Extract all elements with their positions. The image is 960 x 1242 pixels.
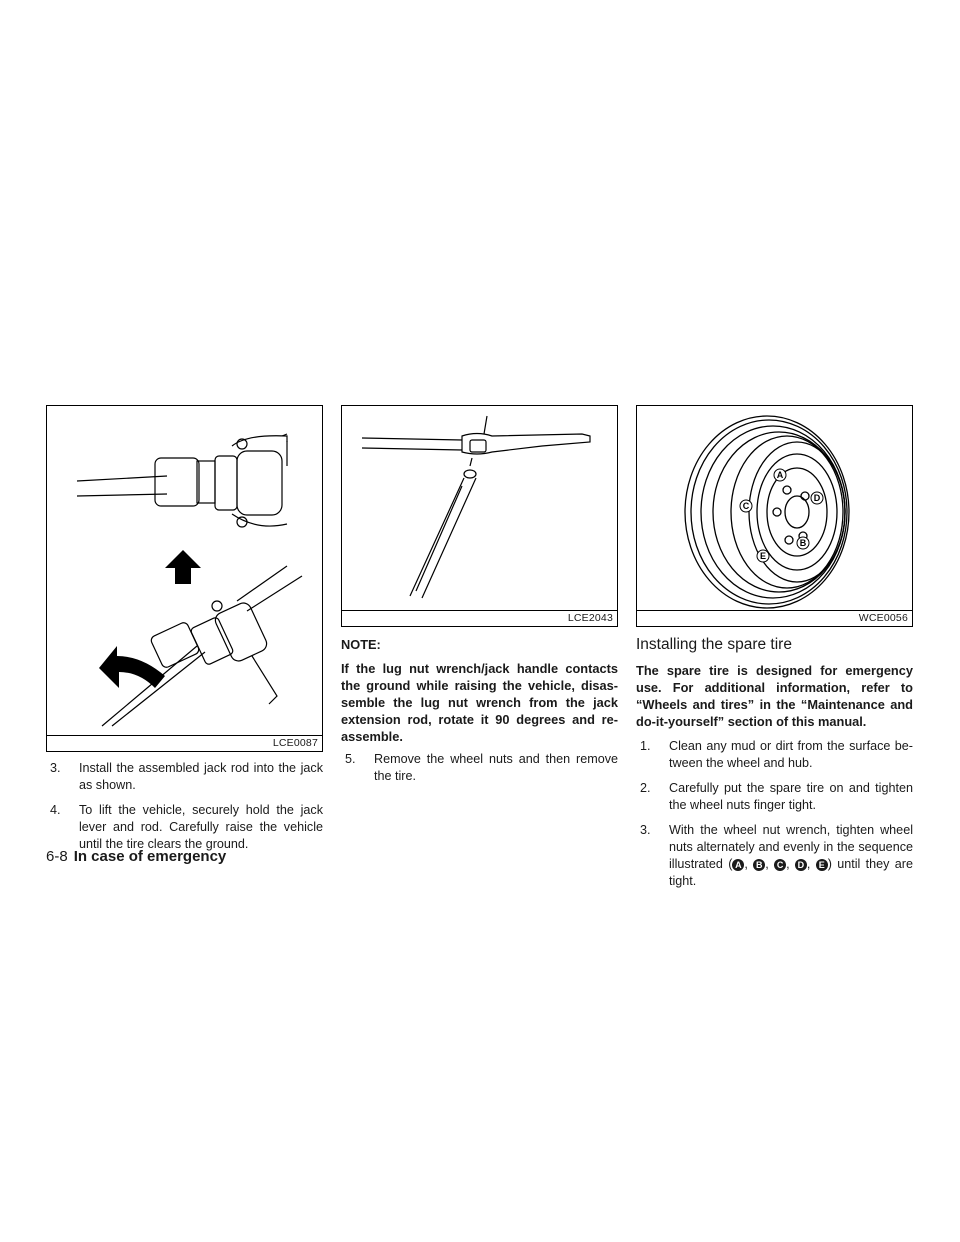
nut-label-e: E <box>759 551 767 561</box>
sequence-marker-c: C <box>774 859 786 871</box>
spare-tire-drawing <box>637 406 912 626</box>
note-label: NOTE: <box>341 637 381 652</box>
step-text-before: With the wheel nut wrench, tighten wheel nuts alternately and evenly in the sequence illustrated ( <box>669 823 913 871</box>
page-footer <box>46 848 226 865</box>
lug-wrench-drawing <box>342 406 617 626</box>
nut-label-b: B <box>799 538 807 548</box>
step-1 <box>636 738 913 772</box>
nut-label-c: C <box>742 501 750 511</box>
step-text: Install the assembled jack rod into the jack as shown. <box>79 761 323 792</box>
step-text: Clean any mud or dirt from the surface be-tween the wheel and hub. <box>669 739 913 770</box>
step-5 <box>341 751 618 785</box>
figure-code: LCE0087 <box>47 735 322 751</box>
step-text: Carefully put the spare tire on and tighten the wheel nuts finger tight. <box>669 781 913 812</box>
step-text: Remove the wheel nuts and then remove the tire. <box>374 752 618 783</box>
step-3: 3. With the wheel nut wrench, tighten wheel nuts alternately and evenly in the sequence illustrated ( A , B , C , D , E ) until they are tight. <box>640 823 914 888</box>
figure-code: LCE2043 <box>342 610 617 626</box>
step-number: 3. <box>640 823 651 837</box>
jack-rod-illustration <box>46 405 323 752</box>
lug-wrench-illustration <box>341 405 618 627</box>
column-1 <box>46 405 323 861</box>
section-name: In case of emergency <box>73 848 227 865</box>
intro-text: The spare tire is designed for emergency use. For additional information, refer to “Wheels and tires” in the “Maintenance and do-it-yourself” section of this manual. <box>636 663 913 729</box>
step-text: To lift the vehicle, securely hold the jack lever and rod. Carefully raise the vehicle until the tire clears the ground. <box>79 803 323 851</box>
sequence-marker-a: A <box>732 859 744 871</box>
section-title: Installing the spare tire <box>636 636 792 653</box>
nut-label-a: A <box>776 470 784 480</box>
sequence-marker-d: D <box>795 859 807 871</box>
step-number: 4. <box>50 803 61 817</box>
step-number: 2. <box>640 781 651 795</box>
step-text-after: ) until they are tight. <box>669 857 914 888</box>
column-2 <box>341 405 618 793</box>
sequence-marker-b: B <box>753 859 765 871</box>
step-number: 1. <box>640 739 651 753</box>
rotate-arrow-icon <box>99 646 165 688</box>
column-3 <box>636 405 913 898</box>
up-arrow-icon <box>165 550 201 584</box>
step-3 <box>46 760 323 794</box>
step-number: 3. <box>50 761 61 775</box>
spare-tire-illustration <box>636 405 913 627</box>
step-2 <box>636 780 913 814</box>
jack-rod-drawing <box>47 406 322 751</box>
nut-label-d: D <box>813 493 821 503</box>
note-text: If the lug nut wrench/jack handle contacts the ground while raising the vehicle, disas-semble the lug nut wrench from the jack extension rod, rotate it 90 degrees and re-assemble. <box>341 661 618 744</box>
figure-code: WCE0056 <box>637 610 912 626</box>
step-4 <box>46 802 323 853</box>
step-number: 5. <box>345 752 356 766</box>
sequence-marker-e: E <box>816 859 828 871</box>
page-number: 6-8 <box>46 848 68 865</box>
